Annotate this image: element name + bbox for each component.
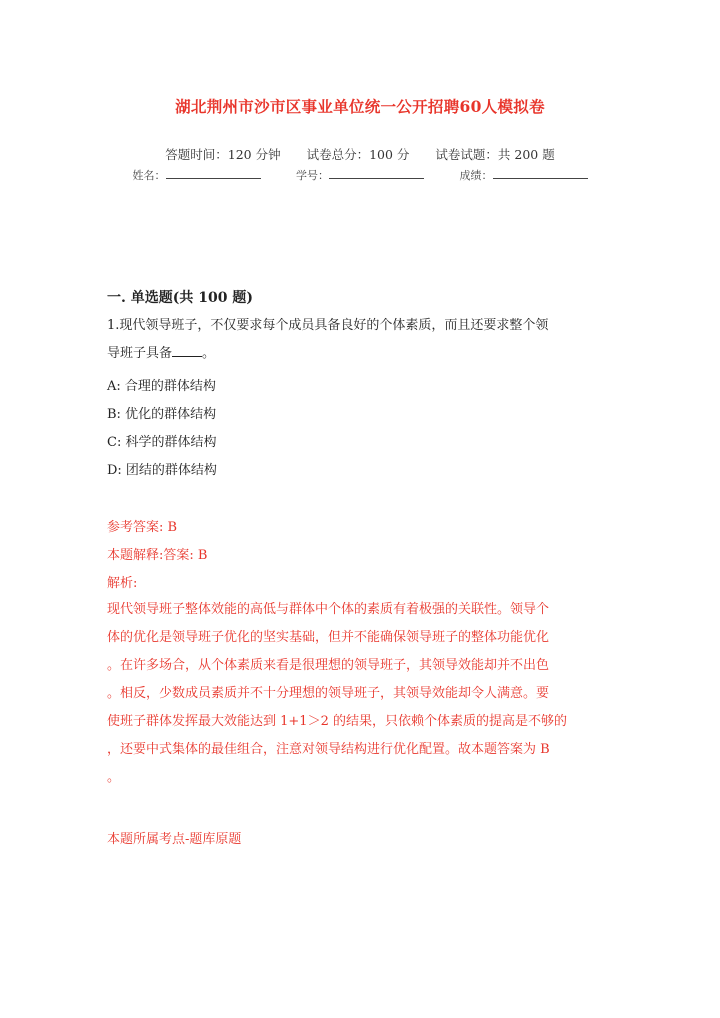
exam-total-score: 试卷总分：100 分: [306, 147, 410, 162]
id-label: 学号：: [296, 169, 329, 182]
analysis-line: 现代领导班子整体效能的高低与群体中个体的素质有着极强的关联性。领导个: [107, 602, 550, 617]
answer-blank: [172, 344, 202, 357]
name-blank[interactable]: [166, 168, 261, 179]
option-a[interactable]: A: 合理的群体结构: [107, 379, 216, 394]
analysis-line: ，还要中式集体的最佳组合，注意对领导结构进行优化配置。故本题答案为 B: [107, 742, 550, 757]
name-field: [133, 167, 261, 183]
option-b[interactable]: B: 优化的群体结构: [107, 407, 217, 422]
analysis-line: 。: [107, 770, 121, 785]
reference-answer: 参考答案: B: [107, 520, 178, 535]
analysis-line: 体的优化是领导班子优化的坚实基础，但并不能确保领导班子的整体功能优化: [107, 630, 550, 645]
score-label: 成绩：: [459, 169, 493, 182]
explanation-label: 本题解释:答案: B: [107, 548, 208, 563]
question-stem: [107, 312, 617, 368]
score-field: [460, 167, 588, 183]
name-label: 姓名：: [132, 169, 166, 182]
analysis-line: 使班子群体发挥最大效能达到 1+1＞2 的结果，只依赖个体素质的提高是不够的: [107, 714, 567, 729]
analysis-text: [107, 596, 615, 792]
question-line-2-suffix: 。: [202, 346, 216, 361]
student-info: [0, 167, 720, 183]
exam-time: 答题时间：120 分钟: [165, 147, 281, 162]
analysis-label: 解析:: [107, 576, 138, 591]
question-line-1: 1.现代领导班子，不仅要求每个成员具备良好的个体素质，而且还要求整个领: [107, 318, 549, 333]
analysis-line: 。相反，少数成员素质并不十分理想的领导班子，其领导效能却令人满意。要: [107, 686, 550, 701]
id-blank[interactable]: [329, 168, 424, 179]
exam-total-questions: 试卷试题：共 200 题: [435, 147, 555, 162]
question-source: 本题所属考点-题库原题: [107, 832, 242, 847]
analysis-line: 。在许多场合，从个体素质来看是很理想的领导班子，其领导效能却并不出色: [107, 658, 550, 673]
exam-info: [0, 145, 720, 163]
option-d[interactable]: D: 团结的群体结构: [107, 463, 217, 478]
question-line-2: [107, 340, 617, 368]
id-field: [296, 167, 424, 183]
question-line-2-prefix: 导班子具备: [107, 346, 173, 361]
document-title: 湖北荆州市沙市区事业单位统一公开招聘60人模拟卷: [175, 97, 545, 116]
option-c[interactable]: C: 科学的群体结构: [107, 435, 217, 450]
score-blank[interactable]: [493, 168, 588, 179]
section-heading: 一. 单选题(共 100 题): [107, 290, 253, 306]
